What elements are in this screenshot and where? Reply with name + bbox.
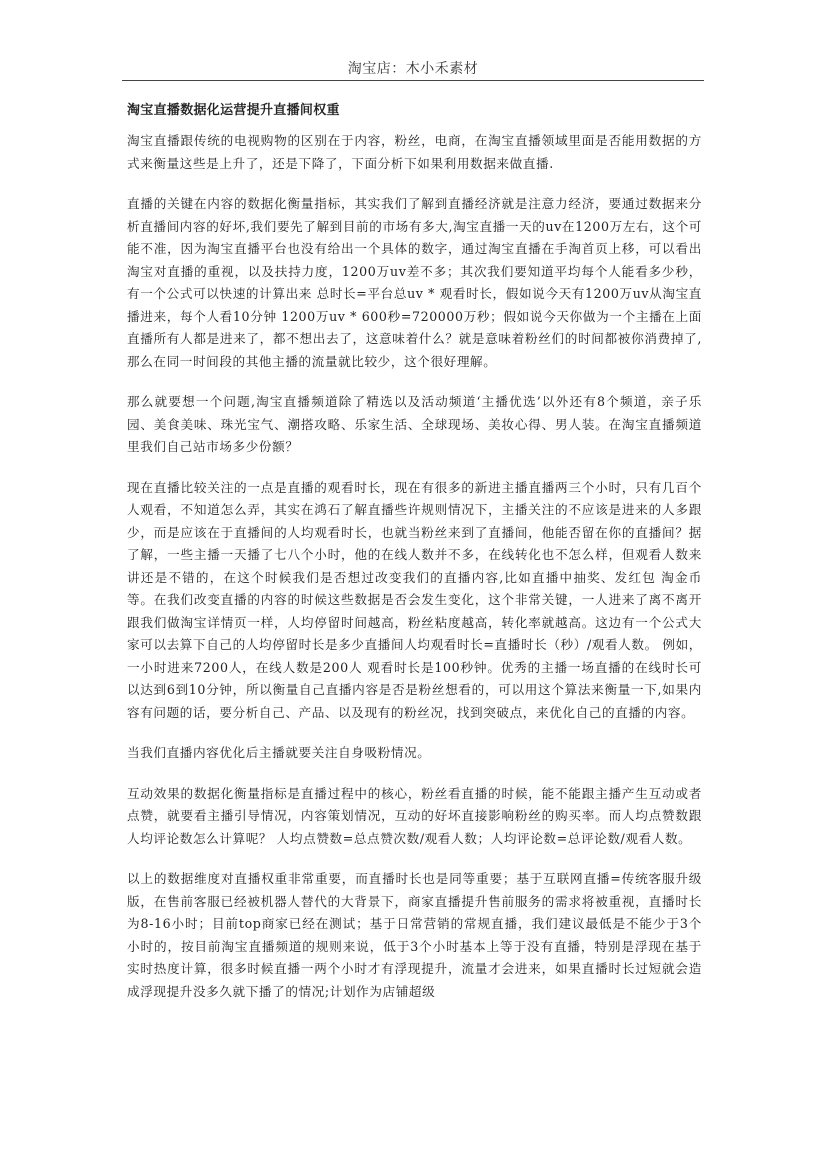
paragraph-key-metrics: 直播的关键在内容的数据化衡量指标，其实我们了解到直播经济就是注意力经济，要通过数据来分析直播间内容的好坏,我们要先了解到目前的市场有多大,淘宝直播一天的uv在1200万左右，这个可能不准，因为淘宝直播平台也没有给出一个具体的数字，通过淘宝直播在手淘首页上移，可以看出淘宝对直播的重视，以及扶持力度，1200万uv差不多；其次我们要知道平均每个人能看多少秒，有一个公式可以快速的计算出来 总时长=平台总uv * 观看时长，假如说今天有1200万uv从淘宝直播进来，每个人看10分钟 1200万uv * 600秒=720000万秒；假如说今天你做为一个主播在上面直播所有人都是进来了，都不想出去了，这意味着什么？就是意味着粉丝们的时间都被你消费掉了,那么在同一时间段的其他主播的流量就比较少，这个很好理解。 — [127, 196, 702, 369]
paragraph-interaction: 互动效果的数据化衡量指标是直播过程中的核心，粉丝看直播的时候，能不能跟主播产生互动或者点赞，就要看主播引导情况，内容策划情况，互动的好坏直接影响粉丝的购买率。而人均点赞数跟人均评论数怎么计算呢？ 人均点赞数=总点赞次数/观看人数；人均评论数=总评论数/观看人数。 — [127, 785, 702, 846]
page-header — [122, 58, 704, 82]
article-body — [127, 100, 702, 1021]
header-divider — [122, 80, 704, 81]
paragraph-channels: 那么就要想一个问题,淘宝直播频道除了精选以及活动频道‘主播优选’以外还有8个频道，亲子乐园、美食美味、珠光宝气、潮搭攻略、乐家生活、全球现场、美妆心得、男人装。在淘宝直播频道里我们自己站市场多少份额？ — [127, 394, 702, 454]
shop-label: 淘宝店：木小禾素材 — [347, 61, 479, 77]
paragraph-watch-time: 现在直播比较关注的一点是直播的观看时长，现在有很多的新进主播直播两三个小时，只有几百个人观看，不知道怎么弄，其实在鸿石了解直播些许规则情况下，主播关注的不应该是进来的人多跟少，而是应该在于直播间的人均观看时长，也就当粉丝来到了直播间，他能否留在你的直播间？据了解，一些主播一天播了七八个小时，他的在线人数并不多，在线转化也不怎么样，但观看人数来讲还是不错的，在这个时候我们是否想过改变我们的直播内容,比如直播中抽奖、发红包 淘金币等。在我们改变直播的内容的时候这些数据是否会发生变化，这个非常关键，一人进来了离不离开跟我们做淘宝详情页一样，人均停留时间越高，粉丝粘度越高，转化率就越高。这边有一个公式大家可以去算下自己的人均停留时长是多少直播间人均观看时长=直播时长（秒）/观看人数。 例如，一小时进来7200人，在线人数是200人 观看时长是100秒钟。优秀的主播一场直播的在线时长可以达到6到10分钟，所以衡量自己直播内容是否是粉丝想看的，可以用这个算法来衡量一下,如果内容有问题的话，要分析自己、产品、以及现有的粉丝况，找到突破点，来优化自己的直播的内容。 — [127, 479, 702, 720]
paragraph-duration: 以上的数据维度对直播权重非常重要，而直播时长也是同等重要；基于互联网直播=传统客服升级版，在售前客服已经被机器人替代的大背景下，商家直播提升售前服务的需求将被重视，直播时长为8-16小时；目前top商家已经在测试；基于日常营销的常规直播，我们建议最低是不能少于3个小时的，按目前淘宝直播频道的规则来说，低于3个小时基本上等于没有直播，特别是浮现在基于实时热度计算，很多时候直播一两个小时才有浮现提升，流量才会进来，如果直播时长过短就会造成浮现提升没多久就下播了的情况;计划作为店铺超级 — [127, 871, 702, 999]
paragraph-intro: 淘宝直播跟传统的电视购物的区别在于内容，粉丝，电商，在淘宝直播领域里面是否能用数据的方式来衡量这些是上升了，还是下降了，下面分析下如果利用数据来做直播. — [127, 133, 702, 171]
article-title: 淘宝直播数据化运营提升直播间权重 — [127, 103, 340, 118]
paragraph-fan-growth: 当我们直播内容优化后主播就要关注自身吸粉情况。 — [127, 745, 431, 760]
